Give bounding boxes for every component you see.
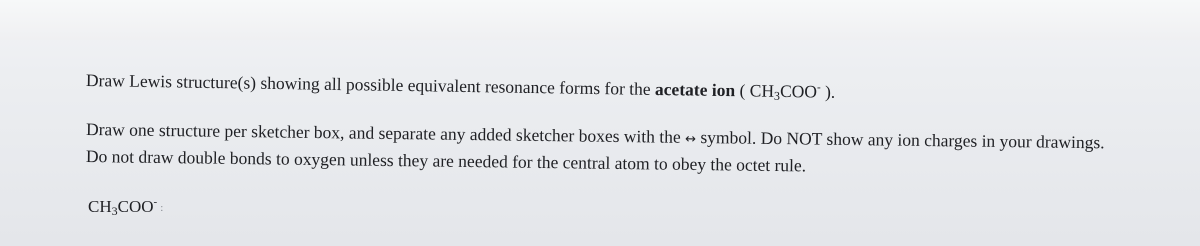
answer-formula-label — [88, 197, 163, 218]
label-coo: COO — [117, 197, 154, 216]
resonance-arrow-icon: ↔ — [684, 131, 697, 147]
label-colon: : — [160, 202, 164, 214]
label-ch: CH — [88, 197, 112, 216]
acetate-formula — [750, 80, 821, 101]
formula-subscript: 3 — [773, 88, 781, 103]
label-subscript: 3 — [111, 204, 118, 218]
paren-close: ). — [820, 81, 836, 102]
acetate-ion-term: acetate ion — [654, 78, 736, 101]
formula-charge: - — [816, 81, 821, 94]
question-line-1-text: Draw Lewis structure(s) showing all possible equivalent resonance forms for the — [85, 70, 651, 99]
question-line-2-text: Draw one structure per sketcher box, and separate any added sketcher boxes with the — [85, 119, 681, 147]
formula-ch: CH — [749, 80, 775, 101]
question-line-2-suffix: symbol. Do NOT show any ion charges in your drawings. — [700, 127, 1105, 153]
question-line-3-text: Do not draw double bonds to oxygen unless they are needed for the central atom to obey the octet rule. — [85, 146, 807, 176]
formula-coo: COO — [779, 80, 818, 102]
paren-open: ( — [739, 80, 750, 101]
question-line-1 — [86, 70, 836, 102]
question-line-3 — [86, 146, 806, 175]
label-charge: - — [153, 196, 158, 208]
